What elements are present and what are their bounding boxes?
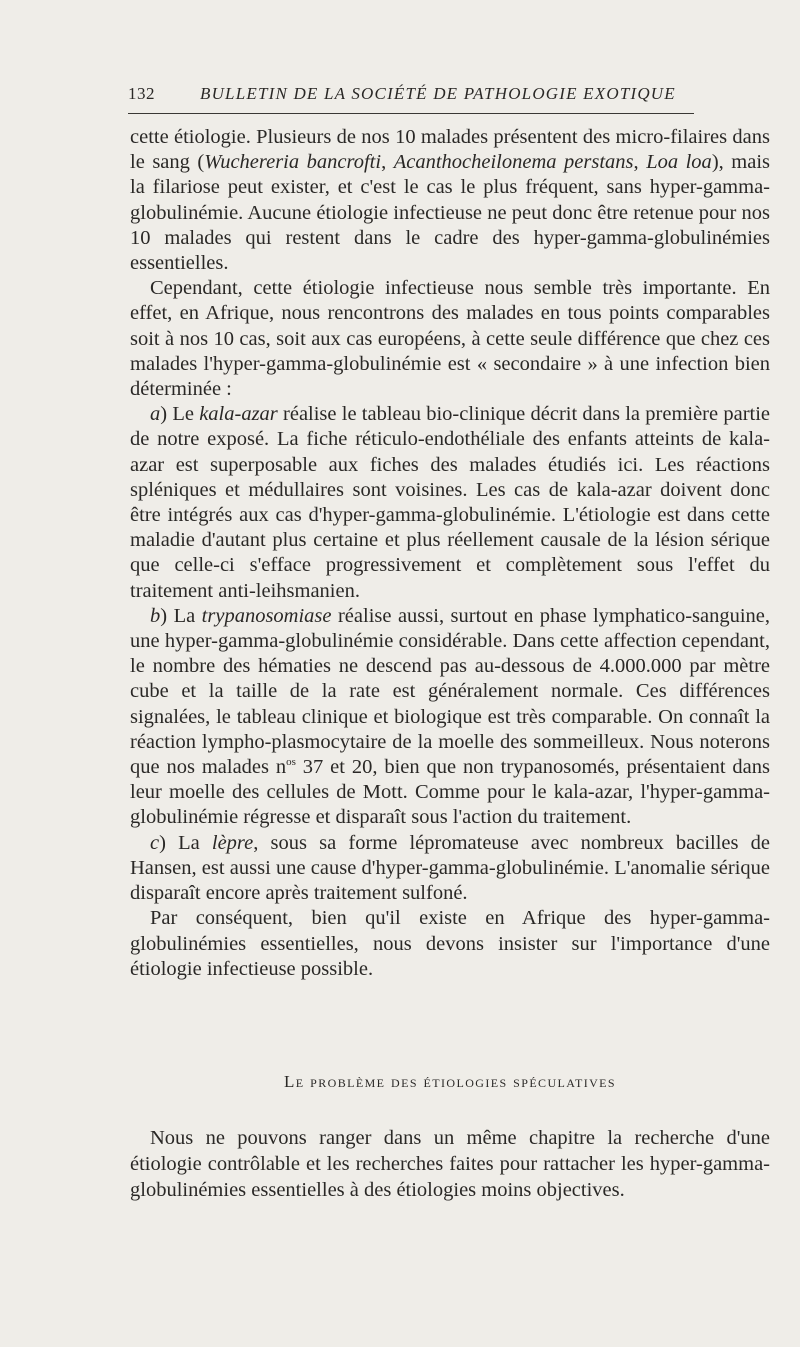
page-number: 132 (128, 84, 155, 103)
paragraph-kala-azar: a) Le kala-azar réalise le tableau bio-clinique décrit dans la première partie de notre exposé. La fiche réticulo-endothéliale des enfants atteints de kala-azar est superposable aux fiches des malades étudiés ici. Les réactions spléniques et médullaires sont voisines. Les cas de kala-azar doivent donc être intégrés aux cas d'hyper-gamma-globulinémie. L'étiologie est dans cette maladie d'autant plus certaine et plus réellement causale de la lésion sérique que celle-ci s'efface progressivement et complètement sous l'effet du traitement anti-leihsmanien. (130, 403, 771, 602)
paragraph-trypanosomiase: b) La trypanosomiase réalise aussi, surtout en phase lymphatico-sanguine, une hyper-gamma-globulinémie considérable. Dans cette affection cependant, le nombre des hématies ne descend pas au-dessous de 4.000.000 par mètre cube et la taille de la rate est généralement normale. Ces différences signalées, le tableau clinique et biologique est très comparable. On connaît la réaction lympho-plasmocytaire de la moelle des sommeilleux. Nous noterons que nos malades $n^{os}$ 37 et 20, bien que non trypanosomés, présentaient dans leur moelle des cellules de Mott. Comme pour le kala-azar, l'hyper-gamma-globulinémie régresse et disparaît sous l'action du traitement. (130, 604, 771, 829)
paragraph-africa: Cependant, cette étiologie infectieuse nous semble très importante. En effet, en Afrique, nous rencontrons des malades en tous points comparables soit à nos 10 cas, soit aux cas européens, à cette seule différence que chez ces malades l'hyper-gamma-globulinémie est « secondaire » à une infection bien déterminée : (130, 277, 770, 401)
paragraph-conclusion: Par conséquent, bien qu'il existe en Afrique des hyper-gamma-globulinémies essentielles, nous devons insister sur l'importance d'une étiologie infectieuse possible. (130, 907, 770, 980)
paragraph-lepre: c) La lèpre, sous sa forme lépromateuse avec nombreux bacilles de Hansen, est aussi une cause d'hyper-gamma-globulinémie. L'anomalie sérique disparaît encore après traitement sulfoné. (130, 831, 770, 905)
running-title: BULLETIN DE LA SOCIÉTÉ DE PATHOLOGIE EXOTIQUE (200, 84, 676, 103)
item-label-a: a (150, 403, 161, 426)
item-label-b: b (150, 604, 161, 627)
species-wuchereria: Wuchereria bancrofti (204, 151, 382, 174)
term-lepre: lèpre (211, 831, 254, 854)
paragraph-speculative: Nous ne pouvons ranger dans un même chapitre la recherche d'une étiologie contrôlable et les recherches faites pour rattacher les hyper-gamma-globulinémies essentielles à des étiologies moins objectives. (130, 1127, 770, 1201)
superscript-os: os (286, 756, 296, 769)
body-text (130, 125, 770, 982)
section-heading: Le problème des étiologies spéculatives (284, 1072, 616, 1091)
item-label-c: c (150, 831, 160, 854)
term-trypanosomiase: trypanosomiase (201, 604, 332, 627)
species-acanthocheilonema: Acanthocheilonema perstans (393, 151, 634, 174)
species-loa-loa: Loa loa (646, 151, 712, 174)
term-kala-azar: kala-azar (199, 403, 278, 426)
running-head (128, 84, 694, 110)
header-rule (128, 113, 694, 114)
paragraph-etiology-intro: cette étiologie. Plusieurs de nos 10 malades présentent des micro-filaires dans le sang (Wuchereria bancrofti, Acanthocheilonema perstans, Loa loa), mais la filariose peut exister, et c'est le cas le plus fréquent, sans hyper-gamma-globulinémie. Aucune étiologie infectieuse ne peut donc être retenue pour nos 10 malades qui restent dans le cadre des hyper-gamma-globulinémies essentielles. (130, 126, 771, 275)
section-text (130, 1125, 770, 1203)
